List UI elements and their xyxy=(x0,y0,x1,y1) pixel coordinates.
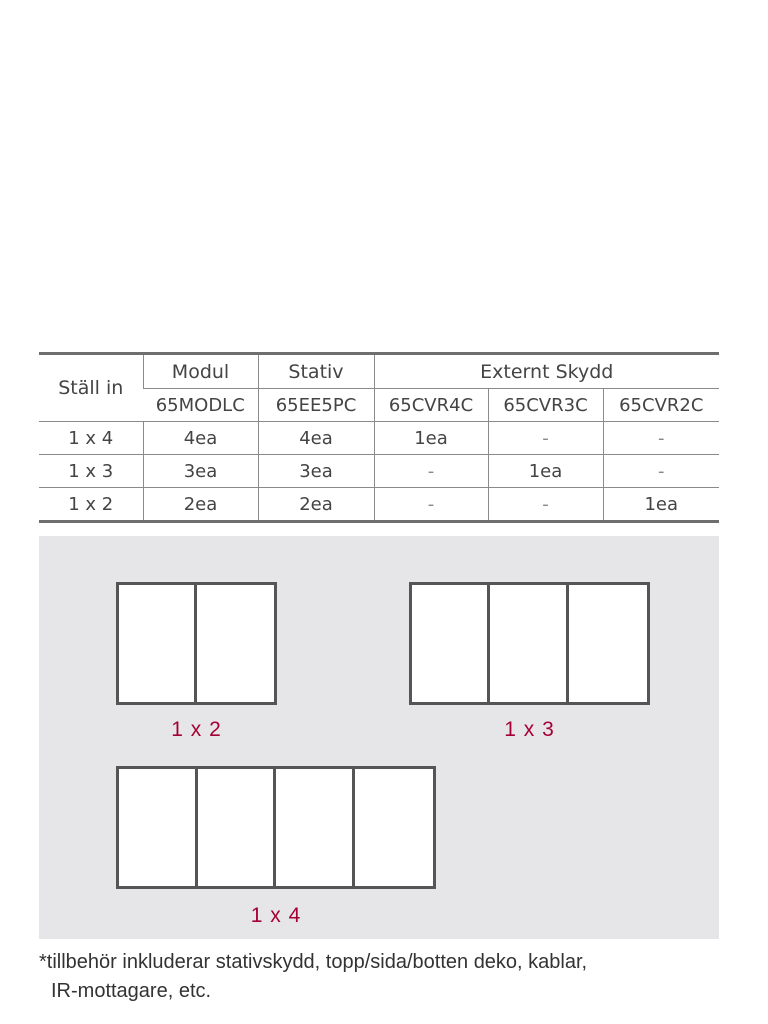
table-cell: 2ea xyxy=(258,488,374,522)
display-panel xyxy=(569,585,647,702)
table-cell: 3ea xyxy=(258,455,374,488)
layout-1x3-label: 1 x 3 xyxy=(504,718,555,741)
model-header: 65CVR2C xyxy=(603,389,719,422)
table-row xyxy=(39,488,719,522)
configuration-table xyxy=(39,352,719,523)
table-row xyxy=(39,455,719,488)
table-cell: 1ea xyxy=(603,488,719,522)
table-cell: 3ea xyxy=(143,455,258,488)
display-panel xyxy=(276,769,355,886)
footnote-line-1: *tillbehör inkluderar stativskydd, topp/sida/botten deko, kablar, xyxy=(39,951,588,973)
table-cell: 1ea xyxy=(374,422,488,455)
model-header: 65EE5PC xyxy=(258,389,374,422)
display-panel xyxy=(412,585,490,702)
setup-cell: 1 x 2 xyxy=(39,488,143,522)
layout-1x3-frame xyxy=(409,582,650,705)
display-panel xyxy=(119,769,198,886)
group-header-externt-skydd: Externt Skydd xyxy=(374,354,719,389)
table-cell: - xyxy=(488,488,603,522)
display-panel xyxy=(198,769,277,886)
table-cell: 1ea xyxy=(488,455,603,488)
display-panel xyxy=(490,585,568,702)
layout-1x2-frame xyxy=(116,582,277,705)
table-cell: - xyxy=(374,488,488,522)
row-header-setup: Ställ in xyxy=(39,354,143,422)
display-panel xyxy=(355,769,433,886)
table-row xyxy=(39,422,719,455)
setup-cell: 1 x 4 xyxy=(39,422,143,455)
model-header: 65MODLC xyxy=(143,389,258,422)
layout-1x4-frame xyxy=(116,766,436,889)
table-cell: - xyxy=(603,422,719,455)
model-header: 65CVR3C xyxy=(488,389,603,422)
table-cell: 4ea xyxy=(258,422,374,455)
table-cell: - xyxy=(488,422,603,455)
layout-1x2-label: 1 x 2 xyxy=(171,718,222,741)
setup-cell: 1 x 3 xyxy=(39,455,143,488)
group-header-modul: Modul xyxy=(143,354,258,389)
group-header-stativ: Stativ xyxy=(258,354,374,389)
table-cell: - xyxy=(603,455,719,488)
table-cell: 2ea xyxy=(143,488,258,522)
display-panel xyxy=(119,585,197,702)
table-cell: 4ea xyxy=(143,422,258,455)
display-panel xyxy=(197,585,274,702)
footnote-line-2: IR-mottagare, etc. xyxy=(51,980,212,1002)
layout-diagram xyxy=(39,536,719,939)
accessories-footnote xyxy=(39,948,739,1006)
layout-1x4-label: 1 x 4 xyxy=(250,904,302,927)
table-cell: - xyxy=(374,455,488,488)
model-header: 65CVR4C xyxy=(374,389,488,422)
